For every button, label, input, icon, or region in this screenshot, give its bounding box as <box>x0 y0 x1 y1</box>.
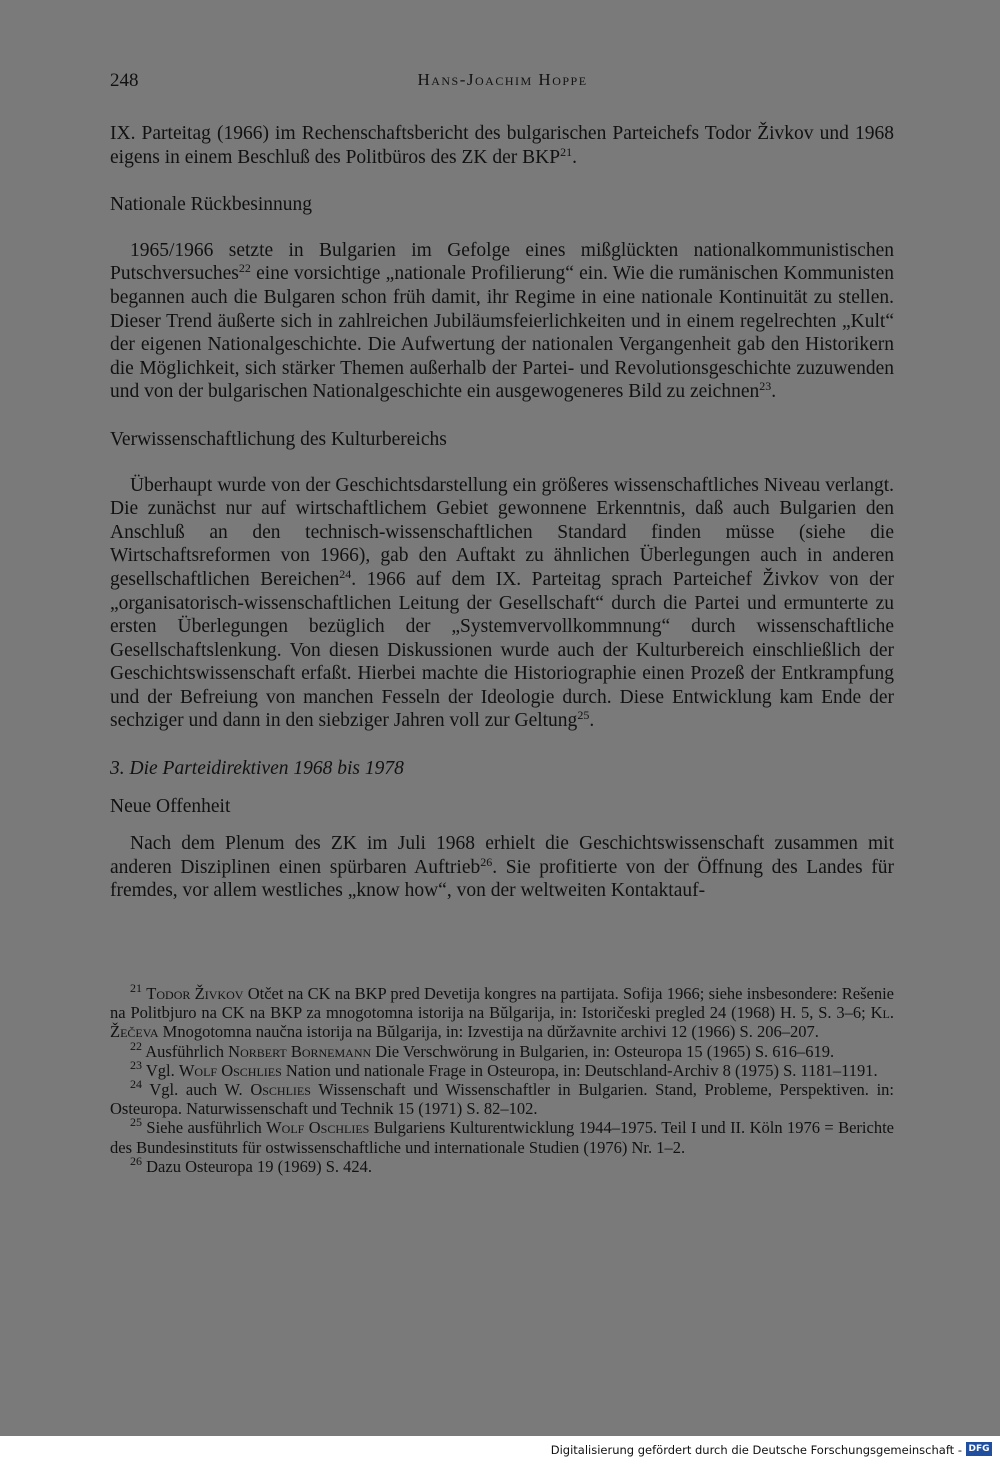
footnote-ref-21: 21 <box>560 144 573 159</box>
footnote-text: Ausführlich <box>142 1041 229 1061</box>
footnote-number: 26 <box>130 1153 142 1168</box>
page-number: 248 <box>110 70 139 91</box>
paragraph-2-text-a: 1965/1966 setzte in Bulgarien im Gefolge eines mißglückten nationalkommunistischen Putschversuches <box>110 239 894 285</box>
paragraph-3-text-a: Überhaupt wurde von der Geschichtsdarstellung ein größeres wissenschaftliches Niveau verlangt. Die zunächst nur auf wirtschaftlichem Gebiet gewonnene Erkenntnis, daß auch Bulgarien den Anschluß an den technisch-wissenschaftlichen Standard finden müsse (siehe die Wirtschaftsreformen von 1966), gab den Auftakt zu ähnlichen Überlegungen auch in anderen gesellschaftlichen Bereichen <box>110 474 894 590</box>
paragraph-1-end: . <box>572 146 577 168</box>
subheading-nationale-rueckbesinnung: Nationale Rückbesinnung <box>110 194 312 216</box>
footnote-text: Otčet na CK na BKP pred Devetija kongres na partijata. Sofija 1966; siehe insbesondere: Rešenie na Politbjuro na CK na BKP za mnogotomna istorija na Bŭlgarija, in: Istoričeski pregled 24 (1968) H. 5, S. 3–6; <box>110 984 895 1023</box>
footnote-ref-23: 23 <box>759 379 772 394</box>
footnote-text: Die Verschwörung in Bulgarien, in: Osteuropa 15 (1965) S. 616–619. <box>371 1041 835 1061</box>
footnote-author: Norbert Bornemann <box>228 1041 372 1061</box>
paragraph-1-text: IX. Parteitag (1966) im Rechenschaftsbericht des bulgarischen Parteichefs Todor Živkov und 1968 eigens in einem Beschluß des Politbüros des ZK der BKP <box>110 123 894 168</box>
paragraph-2 <box>110 239 894 404</box>
footnote-ref-25: 25 <box>577 708 590 723</box>
footnote-number: 22 <box>130 1038 142 1053</box>
footnote-21 <box>110 981 895 1042</box>
paragraph-3 <box>110 474 894 734</box>
paragraph-4-text-a: Nach dem Plenum des ZK im Juli 1968 erhielt die Geschichtswissenschaft zusammen mit anderen Disziplinen einen spürbaren Auftrieb <box>110 833 894 878</box>
footnote-author: Todor Živkov <box>146 984 244 1003</box>
paragraph-4-text-b: . Sie profitierte von der Öffnung des Landes für fremdes, vor allem westliches „know how“, von der weltweiten Kontaktauf- <box>110 856 894 902</box>
footnote-number: 23 <box>130 1057 142 1072</box>
footnotes <box>110 981 895 1176</box>
footnote-text: Wissenschaft und Wissenschaftler in Bulgarien. Stand, Probleme, Perspektiven. in: Osteuropa. Naturwissenschaft und Technik 15 (1971) S. 82–102. <box>110 1080 894 1119</box>
running-head: Hans-Joachim Hoppe <box>417 70 588 89</box>
body-text <box>110 122 894 903</box>
footnote-25 <box>110 1115 894 1157</box>
footnote-text: Vgl. auch W. <box>142 1080 251 1100</box>
footnote-text: Vgl. <box>142 1060 179 1080</box>
paragraph-2-end: . <box>771 381 777 403</box>
footnote-22 <box>110 1038 894 1061</box>
page-header <box>110 70 895 100</box>
footnote-23 <box>110 1057 894 1080</box>
footnote-26 <box>110 1153 894 1176</box>
subheading-neue-offenheit: Neue Offenheit <box>110 795 231 817</box>
footnote-text: Mnogotomna naučna istorija na Bŭlgarija, in: Izvestija na dŭržavnite archivi 12 (1966) S. 206–207. <box>158 1022 819 1042</box>
dfg-logo-icon: DFG <box>966 1442 992 1456</box>
footnote-24 <box>110 1077 894 1119</box>
paragraph-3-text-b: . 1966 auf dem IX. Parteitag sprach Parteichef Živkov von der „organisatorisch-wissenschaftlichen Leitung der Gesellschaft“ durch die Partei und ermunterte zu ersten Überlegungen bezüglich der „Systemvervollkommnung“ durch wissenschaftliche Gesellschaftslenkung. Von diesen Diskussionen wurde auch der Kulturbereich einschließlich der Geschichtswissenschaft erfaßt. Hierbei machte die Historiographie einen Prozeß der Entkrampfung und der Befreiung von manchen Fesseln der Ideologie durch. Diese Entwicklung kam Ende der sechziger und dann in den siebziger Jahren voll zur Geltung <box>110 568 895 732</box>
footnote-ref-26: 26 <box>480 854 493 869</box>
footnote-author: Wolf Oschlies <box>266 1118 370 1138</box>
footnote-author: Kl. Žečeva <box>110 1003 894 1042</box>
footnote-author: Wolf Oschlies <box>178 1060 282 1080</box>
paragraph-3-end: . <box>589 710 595 732</box>
section-heading-3: 3. Die Parteidirektiven 1968 bis 1978 <box>110 758 404 780</box>
footnote-text: Nation und nationale Frage in Osteuropa, in: Deutschland-Archiv 8 (1975) S. 1181–1191. <box>281 1060 878 1080</box>
footnote-ref-24: 24 <box>339 566 352 581</box>
footnote-number: 21 <box>130 981 142 995</box>
footnote-text: Siehe ausführlich <box>142 1118 267 1138</box>
paragraph-2-text-b: eine vorsichtige „nationale Profilierung“ ein. Wie die rumänischen Kommunisten begannen auch die Bulgaren schon früh damit, ihr Regime in eine nationale Kontinuität zu stellen. Dieser Trend äußerte sich in zahlreichen Jubiläumsfeierlichkeiten und in einem regelrechten „Kult“ der eigenen Nationalgeschichte. Die Aufwertung der nationalen Vergangenheit gab den Historikern die Möglichkeit, sich stärker Themen außerhalb der Partei- und Revolutionsgeschichte zuzuwenden und von der bulgarischen Nationalgeschichte ein ausgewogeneres Bild zu zeichnen <box>110 263 894 403</box>
footnote-number: 24 <box>130 1077 142 1092</box>
footnote-ref-22: 22 <box>238 261 251 276</box>
digitization-credit: Digitalisierung gefördert durch die Deutsche Forschungsgemeinschaft - <box>550 1443 962 1457</box>
footnote-text: Bulgariens Kulturentwicklung 1944–1975. Teil I und II. Köln 1976 = Berichte des Bundesinstituts für ostwissenschaftliche und internationale Studien (1976) Nr. 1–2. <box>110 1118 894 1157</box>
paragraph-4 <box>110 832 894 903</box>
subheading-verwissenschaftlichung: Verwissenschaftlichung des Kulturbereichs <box>110 428 447 450</box>
paragraph-1 <box>110 122 894 169</box>
footnote-number: 25 <box>130 1115 142 1130</box>
footnote-text: Dazu Osteuropa 19 (1969) S. 424. <box>142 1156 373 1176</box>
footnote-author: Oschlies <box>250 1080 311 1100</box>
digitization-footer <box>0 1436 1000 1464</box>
